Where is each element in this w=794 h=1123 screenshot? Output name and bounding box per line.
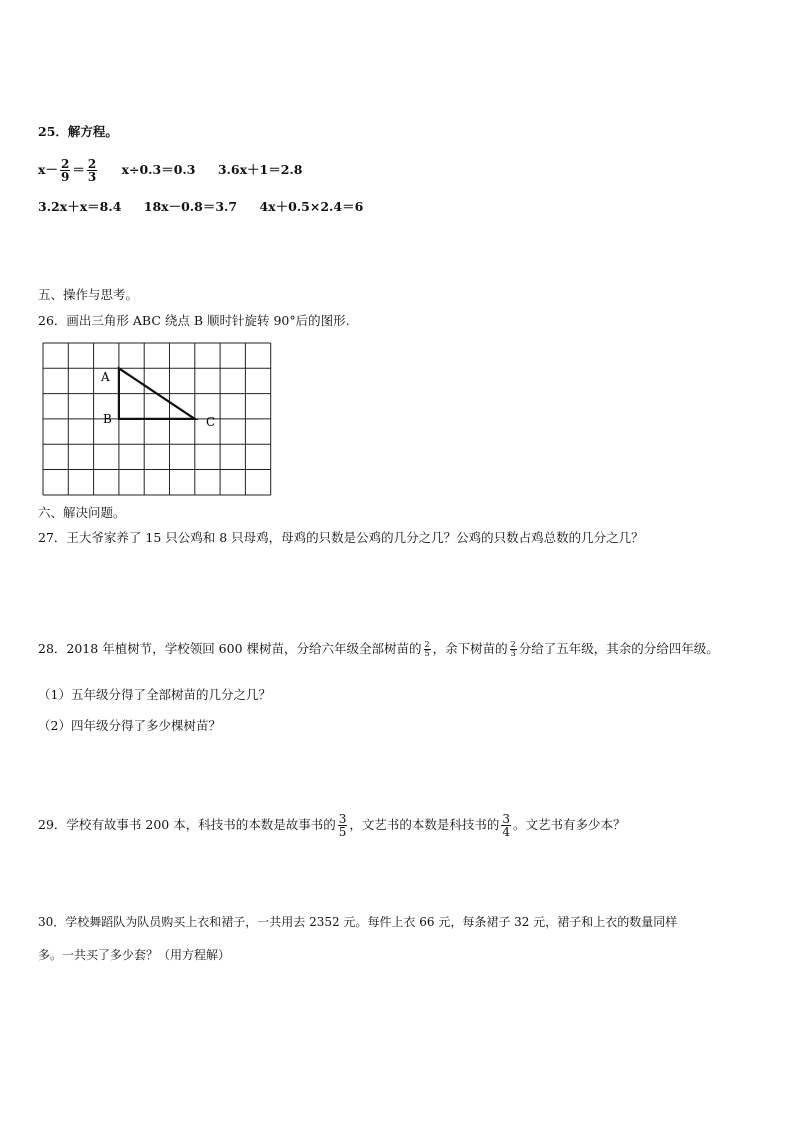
rotation-grid-figure [40,340,276,500]
fraction-denominator: 5 [338,825,347,839]
equals-sign: ＝ [72,162,85,177]
q25-title: 25．解方程。 [38,124,118,139]
fraction [424,641,431,658]
q28-sub-1: （1）五年级分得了全部树苗的几分之几？ [38,687,271,702]
q29-part-3: 。文艺书有多少本？ [513,817,626,832]
q28-text [38,638,719,660]
fraction-numerator: 2 [87,157,97,171]
q28-part-2: ，余下树苗的 [432,641,508,656]
q28-sub-2: （2）四年级分得了多少棵树苗？ [38,718,221,733]
q30-line-2: 多。一共买了多少套？（用方程解） [38,948,231,962]
q25-equation-row-2 [38,199,381,215]
q28-part-1: 28．2018 年植树节，学校领回 600 棵树苗，分给六年级全部树苗的 [38,641,422,656]
equation-5: 18x－0.8＝3.7 [143,199,238,214]
fraction-denominator: 5 [424,649,430,658]
fraction [510,641,517,658]
fraction-numerator: 2 [424,640,430,649]
fraction-denominator: 3 [87,170,97,184]
equation-2: x÷0.3＝0.3 [121,162,196,177]
equation-3: 3.6x＋1＝2.8 [217,162,303,177]
fraction [60,158,70,183]
equation-6: 4x＋0.5×2.4＝6 [259,199,364,214]
label-c: C [206,415,216,429]
equation-1-lhs: x－ [38,162,58,177]
fraction-numerator: 2 [510,640,516,649]
q29-part-2: ，文艺书的本数是科技书的 [349,817,500,832]
q27-text: 27．王大爷家养了 15 只公鸡和 8 只母鸡，母鸡的只数是公鸡的几分之几？公鸡的只数占鸡总数的几分之几？ [38,530,644,545]
q29-part-1: 29．学校有故事书 200 本，科技书的本数是故事书的 [38,817,336,832]
q28-part-3: 分给了五年级，其余的分给四年级。 [518,641,719,656]
section-6-title: 六、解决问题。 [38,505,126,520]
fraction [87,158,97,183]
label-b: B [103,412,112,426]
fraction-numerator: 3 [502,812,511,826]
equation-1 [38,152,99,188]
fraction-denominator: 3 [510,649,516,658]
fraction [338,813,348,838]
section-5-title: 五、操作与思考。 [38,287,139,302]
q25-equation-row-1 [38,152,320,188]
fraction-denominator: 9 [60,170,70,184]
q30-line-1: 30．学校舞蹈队为队员购买上衣和裙子，一共用去 2352 元。每件上衣 66 元，每条裙子 32 元，裙子和上衣的数量同样 [38,915,678,929]
fraction-denominator: 4 [502,825,511,839]
label-a: A [101,370,110,384]
q29-text [38,809,626,841]
fraction-numerator: 2 [60,157,70,171]
fraction [501,813,511,838]
q26-text: 26．画出三角形 ABC 绕点 B 顺时针旋转 90°后的图形. [38,313,350,328]
fraction-numerator: 3 [338,812,347,826]
equation-4: 3.2x＋x＝8.4 [38,199,122,214]
